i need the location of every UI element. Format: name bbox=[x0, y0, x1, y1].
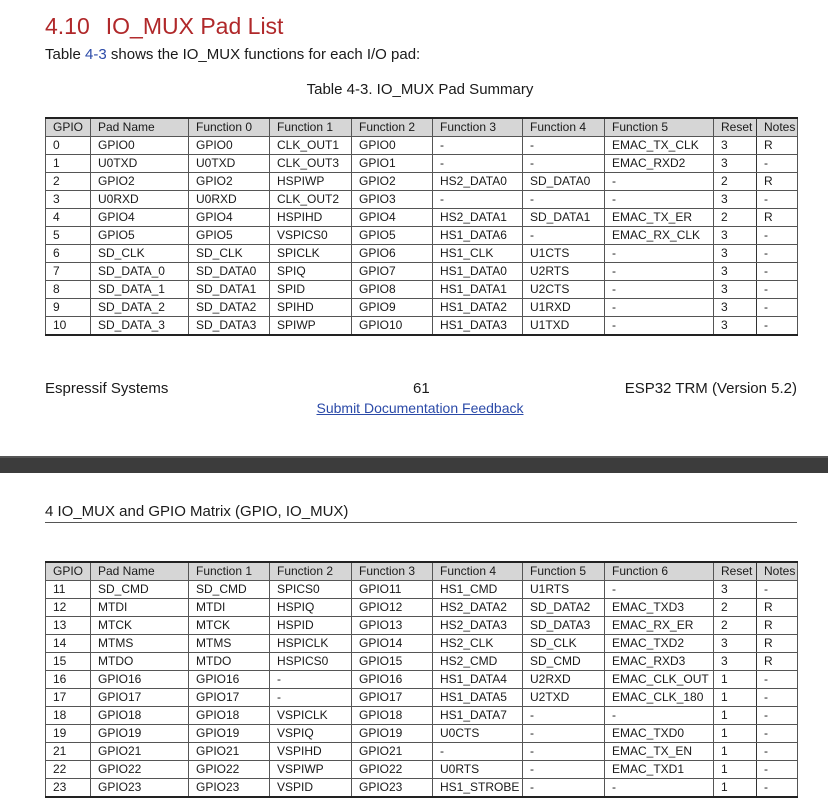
column-header: Function 5 bbox=[523, 562, 605, 581]
table-cell: EMAC_RX_CLK bbox=[605, 227, 714, 245]
table-row bbox=[46, 743, 798, 761]
table-cell: 3 bbox=[714, 653, 757, 671]
table-cell: GPIO4 bbox=[189, 209, 270, 227]
table-cell: SD_DATA1 bbox=[523, 209, 605, 227]
footer-company: Espressif Systems bbox=[45, 380, 169, 397]
table-cell: GPIO7 bbox=[352, 263, 433, 281]
table-cell: - bbox=[605, 281, 714, 299]
table-cell: 13 bbox=[46, 617, 91, 635]
table-cell: GPIO22 bbox=[189, 761, 270, 779]
table-cell: 23 bbox=[46, 779, 91, 798]
table-cell: 3 bbox=[46, 191, 91, 209]
table-row bbox=[46, 707, 798, 725]
table-row bbox=[46, 635, 798, 653]
intro-paragraph bbox=[45, 46, 420, 63]
table-cell: 9 bbox=[46, 299, 91, 317]
table-cell: GPIO3 bbox=[352, 191, 433, 209]
table-cell: SD_CMD bbox=[523, 653, 605, 671]
table-cell: HS1_CLK bbox=[433, 245, 523, 263]
table-row bbox=[46, 191, 798, 209]
table-cell: MTMS bbox=[91, 635, 189, 653]
table-row bbox=[46, 155, 798, 173]
table-cell: EMAC_TXD2 bbox=[605, 635, 714, 653]
table-cell: EMAC_RXD3 bbox=[605, 653, 714, 671]
table-cell: GPIO6 bbox=[352, 245, 433, 263]
table-cell: - bbox=[757, 725, 798, 743]
table-cell: R bbox=[757, 599, 798, 617]
table-cell: GPIO16 bbox=[91, 671, 189, 689]
table-cell: 16 bbox=[46, 671, 91, 689]
table-cell: - bbox=[757, 263, 798, 281]
table-cell: GPIO5 bbox=[352, 227, 433, 245]
table-cell: - bbox=[270, 689, 352, 707]
column-header: GPIO bbox=[46, 118, 91, 137]
table-cell: HS1_DATA2 bbox=[433, 299, 523, 317]
table-cell: GPIO2 bbox=[189, 173, 270, 191]
table-cell: - bbox=[523, 137, 605, 155]
table-cell: GPIO5 bbox=[189, 227, 270, 245]
table-cell: MTCK bbox=[91, 617, 189, 635]
table-cell: GPIO16 bbox=[352, 671, 433, 689]
table-cell: - bbox=[433, 137, 523, 155]
table-cell: GPIO0 bbox=[91, 137, 189, 155]
table-cell: HS1_DATA4 bbox=[433, 671, 523, 689]
table-cell: GPIO23 bbox=[189, 779, 270, 798]
table-cell: GPIO0 bbox=[189, 137, 270, 155]
table-row bbox=[46, 317, 798, 336]
column-header: Function 1 bbox=[270, 118, 352, 137]
table-cell: - bbox=[757, 299, 798, 317]
table-row bbox=[46, 281, 798, 299]
table-cell: GPIO13 bbox=[352, 617, 433, 635]
table-cell: GPIO18 bbox=[189, 707, 270, 725]
table-cell: EMAC_TXD3 bbox=[605, 599, 714, 617]
table-cell: GPIO2 bbox=[352, 173, 433, 191]
table-cell: GPIO18 bbox=[91, 707, 189, 725]
table-cell: 3 bbox=[714, 191, 757, 209]
table-cell: - bbox=[523, 743, 605, 761]
table-cell: - bbox=[757, 689, 798, 707]
table-cell: U0CTS bbox=[433, 725, 523, 743]
table-header-row bbox=[46, 118, 798, 137]
table-cell: GPIO4 bbox=[91, 209, 189, 227]
table-cell: MTDI bbox=[91, 599, 189, 617]
table-cell: HS1_DATA1 bbox=[433, 281, 523, 299]
table-cell: U0RTS bbox=[433, 761, 523, 779]
column-header: Function 0 bbox=[189, 118, 270, 137]
table-cell: HSPIQ bbox=[270, 599, 352, 617]
table-cell: SD_CMD bbox=[91, 581, 189, 599]
table-cell: HS2_DATA3 bbox=[433, 617, 523, 635]
table-cell: HS2_DATA1 bbox=[433, 209, 523, 227]
page-divider bbox=[0, 456, 828, 473]
table-cell: - bbox=[605, 707, 714, 725]
intro-prefix: Table bbox=[45, 46, 86, 63]
table-cell: R bbox=[757, 137, 798, 155]
table-cell: - bbox=[523, 227, 605, 245]
table-cell: - bbox=[433, 191, 523, 209]
table-cell: HS1_DATA5 bbox=[433, 689, 523, 707]
column-header: Function 3 bbox=[433, 118, 523, 137]
table-cell: SD_DATA3 bbox=[523, 617, 605, 635]
table-cell: 3 bbox=[714, 227, 757, 245]
table-cell: SD_DATA_3 bbox=[91, 317, 189, 336]
table-cell: GPIO16 bbox=[189, 671, 270, 689]
table-cell: 17 bbox=[46, 689, 91, 707]
table-cell: - bbox=[757, 191, 798, 209]
table-cell: GPIO1 bbox=[352, 155, 433, 173]
table-cell: 6 bbox=[46, 245, 91, 263]
table-cell: SD_CLK bbox=[91, 245, 189, 263]
section-title-text: IO_MUX Pad List bbox=[105, 13, 284, 39]
column-header: Function 4 bbox=[433, 562, 523, 581]
table-cell: HS2_DATA2 bbox=[433, 599, 523, 617]
table-cell: EMAC_RXD2 bbox=[605, 155, 714, 173]
table-cell: - bbox=[433, 743, 523, 761]
table-cell: HS1_STROBE bbox=[433, 779, 523, 798]
column-header: Function 5 bbox=[605, 118, 714, 137]
table-cell: SD_DATA_2 bbox=[91, 299, 189, 317]
table-cell: EMAC_TXD1 bbox=[605, 761, 714, 779]
column-header: Reset bbox=[714, 562, 757, 581]
table-cell: 8 bbox=[46, 281, 91, 299]
table-cell: U2RXD bbox=[523, 671, 605, 689]
table-cell: - bbox=[605, 581, 714, 599]
table-cell: VSPICLK bbox=[270, 707, 352, 725]
table-cell: 2 bbox=[46, 173, 91, 191]
table-cell: SD_DATA0 bbox=[189, 263, 270, 281]
table-cell: GPIO2 bbox=[91, 173, 189, 191]
table-cell: - bbox=[523, 191, 605, 209]
table-cell: VSPIWP bbox=[270, 761, 352, 779]
table-cell: HSPID bbox=[270, 617, 352, 635]
table-cell: 2 bbox=[714, 173, 757, 191]
table-cell: MTCK bbox=[189, 617, 270, 635]
table-cell: GPIO23 bbox=[91, 779, 189, 798]
table-cell: HS2_CLK bbox=[433, 635, 523, 653]
table-caption: Table 4-3. IO_MUX Pad Summary bbox=[306, 81, 534, 98]
table-cell: GPIO14 bbox=[352, 635, 433, 653]
column-header: Function 2 bbox=[352, 118, 433, 137]
table-cell: - bbox=[757, 155, 798, 173]
table-cell: U0RXD bbox=[189, 191, 270, 209]
table-cell: CLK_OUT3 bbox=[270, 155, 352, 173]
column-header: Function 6 bbox=[605, 562, 714, 581]
table-row bbox=[46, 299, 798, 317]
table-cell: GPIO23 bbox=[352, 779, 433, 798]
table-cell: GPIO10 bbox=[352, 317, 433, 336]
table-cell: VSPID bbox=[270, 779, 352, 798]
table-cell: GPIO21 bbox=[352, 743, 433, 761]
table-cell: GPIO15 bbox=[352, 653, 433, 671]
table-cell: 1 bbox=[46, 155, 91, 173]
table-cell: HS1_CMD bbox=[433, 581, 523, 599]
table-cell: GPIO18 bbox=[352, 707, 433, 725]
table-cell: - bbox=[605, 245, 714, 263]
table-cell: R bbox=[757, 209, 798, 227]
table-cell: 2 bbox=[714, 617, 757, 635]
table-row bbox=[46, 689, 798, 707]
table-cell: U2RTS bbox=[523, 263, 605, 281]
table-cell: HS2_DATA0 bbox=[433, 173, 523, 191]
table-cell: - bbox=[605, 173, 714, 191]
table-cell: - bbox=[757, 581, 798, 599]
table-cell: - bbox=[757, 707, 798, 725]
table-cell: GPIO9 bbox=[352, 299, 433, 317]
table-cell: SPIWP bbox=[270, 317, 352, 336]
table-cell: HSPIWP bbox=[270, 173, 352, 191]
table-cell: HSPIHD bbox=[270, 209, 352, 227]
table-cell: GPIO11 bbox=[352, 581, 433, 599]
column-header: Function 2 bbox=[270, 562, 352, 581]
table-row bbox=[46, 173, 798, 191]
table-cell: GPIO4 bbox=[352, 209, 433, 227]
table-cell: 19 bbox=[46, 725, 91, 743]
table-cell: 3 bbox=[714, 317, 757, 336]
table-row bbox=[46, 263, 798, 281]
table-cell: SPID bbox=[270, 281, 352, 299]
table-cell: 1 bbox=[714, 761, 757, 779]
table-cell: 3 bbox=[714, 245, 757, 263]
table-row bbox=[46, 209, 798, 227]
table-cell: EMAC_TX_CLK bbox=[605, 137, 714, 155]
table-cell: GPIO17 bbox=[189, 689, 270, 707]
table-cell: U2CTS bbox=[523, 281, 605, 299]
table-cell: - bbox=[757, 245, 798, 263]
table-cell: 2 bbox=[714, 209, 757, 227]
io-mux-table-part-2 bbox=[45, 561, 798, 798]
table-cell: 1 bbox=[714, 743, 757, 761]
section-title bbox=[45, 13, 283, 40]
table-cell: SPICLK bbox=[270, 245, 352, 263]
table-cell: GPIO12 bbox=[352, 599, 433, 617]
column-header: Function 4 bbox=[523, 118, 605, 137]
table-cell: SD_DATA0 bbox=[523, 173, 605, 191]
table-cell: 1 bbox=[714, 707, 757, 725]
table-cell: U1RXD bbox=[523, 299, 605, 317]
table-cell: SD_DATA1 bbox=[189, 281, 270, 299]
table-cell: SD_CLK bbox=[189, 245, 270, 263]
column-header: Function 3 bbox=[352, 562, 433, 581]
table-cell: HSPICLK bbox=[270, 635, 352, 653]
table-cell: GPIO5 bbox=[91, 227, 189, 245]
table-cell: EMAC_RX_ER bbox=[605, 617, 714, 635]
table-cell: 4 bbox=[46, 209, 91, 227]
table-cell: SD_CLK bbox=[523, 635, 605, 653]
table-cell: 3 bbox=[714, 263, 757, 281]
table-cell: GPIO21 bbox=[91, 743, 189, 761]
table-cell: 2 bbox=[714, 599, 757, 617]
table-cell: 22 bbox=[46, 761, 91, 779]
table-cell: SD_DATA3 bbox=[189, 317, 270, 336]
table-cell: U2TXD bbox=[523, 689, 605, 707]
table-cell: - bbox=[757, 743, 798, 761]
table-cell: U0TXD bbox=[91, 155, 189, 173]
table-cell: GPIO19 bbox=[91, 725, 189, 743]
table-cell: 1 bbox=[714, 725, 757, 743]
table-cell: - bbox=[523, 155, 605, 173]
table-cell: U0TXD bbox=[189, 155, 270, 173]
table-row bbox=[46, 245, 798, 263]
table-cell: EMAC_TX_ER bbox=[605, 209, 714, 227]
table-cell: 3 bbox=[714, 635, 757, 653]
table-cell: 3 bbox=[714, 281, 757, 299]
column-header: Notes bbox=[757, 562, 798, 581]
table-cell: GPIO22 bbox=[91, 761, 189, 779]
table-cell: 21 bbox=[46, 743, 91, 761]
column-header: Function 1 bbox=[189, 562, 270, 581]
footer-page-number: 61 bbox=[413, 380, 430, 397]
table-cell: SD_DATA2 bbox=[189, 299, 270, 317]
table-cell: 3 bbox=[714, 155, 757, 173]
table-cell: - bbox=[523, 707, 605, 725]
table-cell: CLK_OUT1 bbox=[270, 137, 352, 155]
table-row bbox=[46, 779, 798, 798]
table-cell: GPIO19 bbox=[189, 725, 270, 743]
table-cell: 3 bbox=[714, 581, 757, 599]
column-header: Pad Name bbox=[91, 118, 189, 137]
table-cell: 0 bbox=[46, 137, 91, 155]
table-cell: - bbox=[757, 671, 798, 689]
table-cell: R bbox=[757, 635, 798, 653]
table-cell: 1 bbox=[714, 689, 757, 707]
table-row bbox=[46, 761, 798, 779]
table-cell: - bbox=[757, 281, 798, 299]
column-header: Reset bbox=[714, 118, 757, 137]
table-cell: GPIO8 bbox=[352, 281, 433, 299]
page-running-header: 4 IO_MUX and GPIO Matrix (GPIO, IO_MUX) bbox=[45, 503, 349, 520]
table-cell: MTMS bbox=[189, 635, 270, 653]
table-row bbox=[46, 671, 798, 689]
table-cell: MTDO bbox=[91, 653, 189, 671]
column-header: Pad Name bbox=[91, 562, 189, 581]
table-cell: SD_DATA_0 bbox=[91, 263, 189, 281]
table-cell: GPIO22 bbox=[352, 761, 433, 779]
table-cell: HS1_DATA0 bbox=[433, 263, 523, 281]
table-row bbox=[46, 137, 798, 155]
table-cell: 11 bbox=[46, 581, 91, 599]
feedback-link-wrapper bbox=[0, 400, 828, 416]
table-cell: SD_CMD bbox=[189, 581, 270, 599]
table-cell: VSPICS0 bbox=[270, 227, 352, 245]
table-cell: VSPIQ bbox=[270, 725, 352, 743]
table-cell: - bbox=[523, 725, 605, 743]
table-cell: - bbox=[605, 779, 714, 798]
section-number: 4.10 bbox=[45, 13, 90, 39]
table-cell: GPIO19 bbox=[352, 725, 433, 743]
table-cell: - bbox=[605, 191, 714, 209]
table-cell: 7 bbox=[46, 263, 91, 281]
table-cell: 3 bbox=[714, 299, 757, 317]
table-row bbox=[46, 599, 798, 617]
intro-suffix: shows the IO_MUX functions for each I/O pad: bbox=[106, 46, 421, 63]
table-cell: 1 bbox=[714, 779, 757, 798]
table-cell: HS2_CMD bbox=[433, 653, 523, 671]
table-row bbox=[46, 617, 798, 635]
table-cell: - bbox=[523, 761, 605, 779]
table-cell: 18 bbox=[46, 707, 91, 725]
table-cell: 1 bbox=[714, 671, 757, 689]
table-cell: R bbox=[757, 617, 798, 635]
table-cell: - bbox=[605, 317, 714, 336]
table-cell: 12 bbox=[46, 599, 91, 617]
footer-document-version: ESP32 TRM (Version 5.2) bbox=[624, 380, 797, 397]
table-cell: - bbox=[757, 779, 798, 798]
table-cell: R bbox=[757, 173, 798, 191]
table-reference-link[interactable]: 4-3 bbox=[85, 46, 107, 63]
table-cell: - bbox=[605, 263, 714, 281]
table-cell: U0RXD bbox=[91, 191, 189, 209]
table-cell: SD_DATA_1 bbox=[91, 281, 189, 299]
table-cell: HS1_DATA3 bbox=[433, 317, 523, 336]
table-cell: MTDI bbox=[189, 599, 270, 617]
table-cell: U1TXD bbox=[523, 317, 605, 336]
table-cell: - bbox=[433, 155, 523, 173]
table-cell: GPIO17 bbox=[91, 689, 189, 707]
table-cell: EMAC_CLK_180 bbox=[605, 689, 714, 707]
table-header-row bbox=[46, 562, 798, 581]
table-cell: SD_DATA2 bbox=[523, 599, 605, 617]
table-cell: 14 bbox=[46, 635, 91, 653]
table-cell: U1RTS bbox=[523, 581, 605, 599]
table-cell: U1CTS bbox=[523, 245, 605, 263]
table-cell: - bbox=[605, 299, 714, 317]
table-cell: 10 bbox=[46, 317, 91, 336]
table-cell: - bbox=[757, 227, 798, 245]
table-cell: R bbox=[757, 653, 798, 671]
table-cell: HSPICS0 bbox=[270, 653, 352, 671]
table-cell: HS1_DATA6 bbox=[433, 227, 523, 245]
table-row bbox=[46, 227, 798, 245]
table-cell: EMAC_TX_EN bbox=[605, 743, 714, 761]
table-row bbox=[46, 725, 798, 743]
table-cell: SPICS0 bbox=[270, 581, 352, 599]
table-cell: EMAC_CLK_OUT bbox=[605, 671, 714, 689]
table-cell: GPIO17 bbox=[352, 689, 433, 707]
io-mux-table-part-1 bbox=[45, 117, 798, 336]
table-cell: - bbox=[757, 317, 798, 336]
column-header: Notes bbox=[757, 118, 798, 137]
header-rule bbox=[45, 522, 797, 523]
table-row bbox=[46, 581, 798, 599]
table-cell: SPIQ bbox=[270, 263, 352, 281]
table-cell: EMAC_TXD0 bbox=[605, 725, 714, 743]
submit-feedback-link[interactable]: Submit Documentation Feedback bbox=[316, 400, 524, 416]
table-row bbox=[46, 653, 798, 671]
table-cell: CLK_OUT2 bbox=[270, 191, 352, 209]
table-cell: GPIO0 bbox=[352, 137, 433, 155]
table-cell: MTDO bbox=[189, 653, 270, 671]
table-cell: HS1_DATA7 bbox=[433, 707, 523, 725]
table-cell: SPIHD bbox=[270, 299, 352, 317]
table-cell: 5 bbox=[46, 227, 91, 245]
column-header: GPIO bbox=[46, 562, 91, 581]
table-cell: - bbox=[270, 671, 352, 689]
table-cell: 3 bbox=[714, 137, 757, 155]
table-cell: - bbox=[523, 779, 605, 798]
table-cell: GPIO21 bbox=[189, 743, 270, 761]
table-cell: 15 bbox=[46, 653, 91, 671]
table-cell: - bbox=[757, 761, 798, 779]
table-cell: VSPIHD bbox=[270, 743, 352, 761]
